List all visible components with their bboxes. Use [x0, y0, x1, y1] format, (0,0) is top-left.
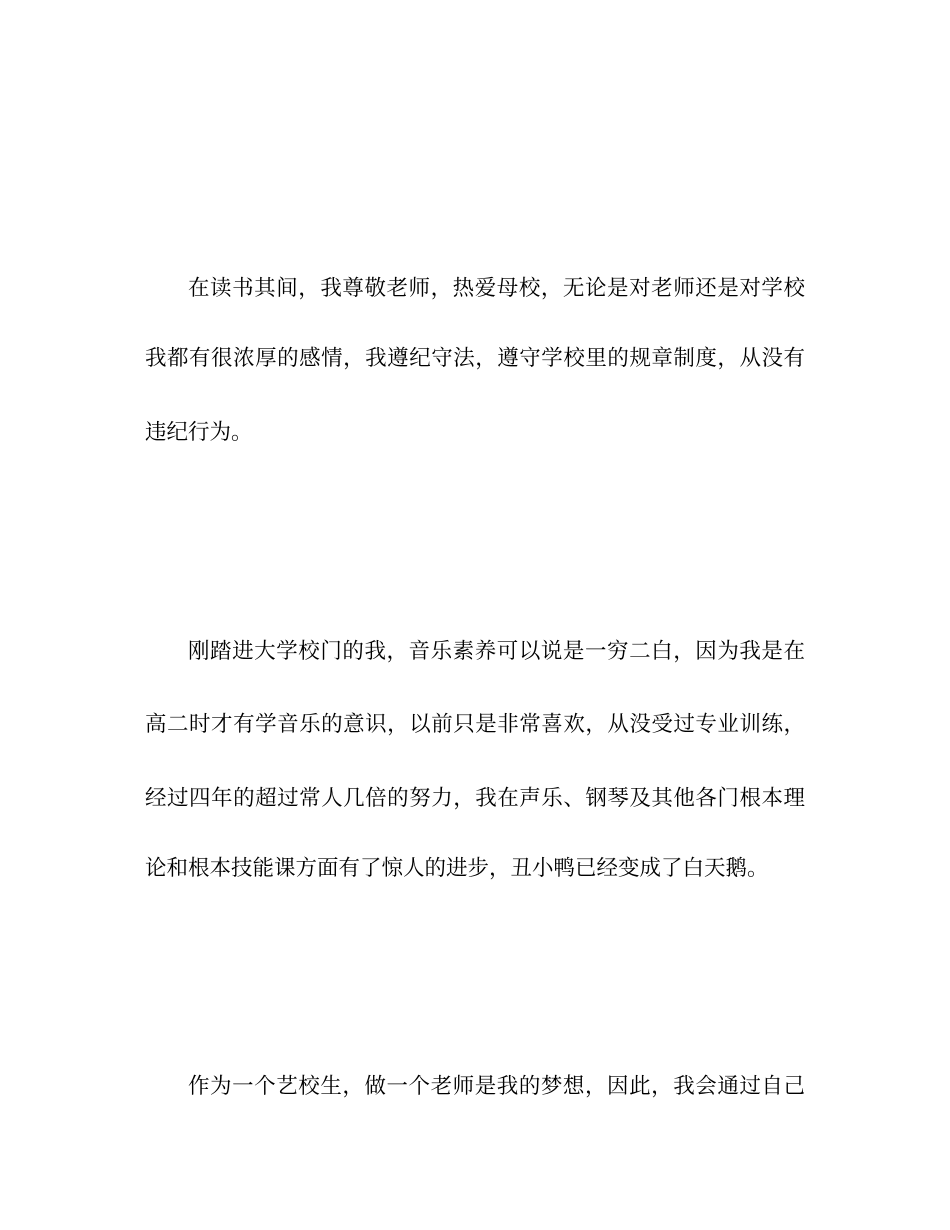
paragraph-line: 我都有很浓厚的感情，我遵纪守法，遵守学校里的规章制度，从没有 — [145, 346, 805, 371]
paragraph-line: 在读书其间，我尊敬老师，热爱母校，无论是对老师还是对学校 — [188, 276, 805, 301]
paragraph-line: 高二时才有学音乐的意识，以前只是非常喜欢，从没受过专业训练， — [145, 712, 805, 737]
paragraph-line: 刚踏进大学校门的我，音乐素养可以说是一穷二白，因为我是在 — [188, 639, 805, 664]
paragraph-line: 论和根本技能课方面有了惊人的进步，丑小鸭已经变成了白天鹅。 — [145, 856, 769, 881]
paragraph-line: 违纪行为。 — [145, 420, 253, 445]
paragraph-line: 经过四年的超过常人几倍的努力，我在声乐、钢琴及其他各门根本理 — [145, 786, 805, 811]
paragraph-line: 作为一个艺校生，做一个老师是我的梦想，因此，我会通过自己 — [188, 1074, 805, 1099]
